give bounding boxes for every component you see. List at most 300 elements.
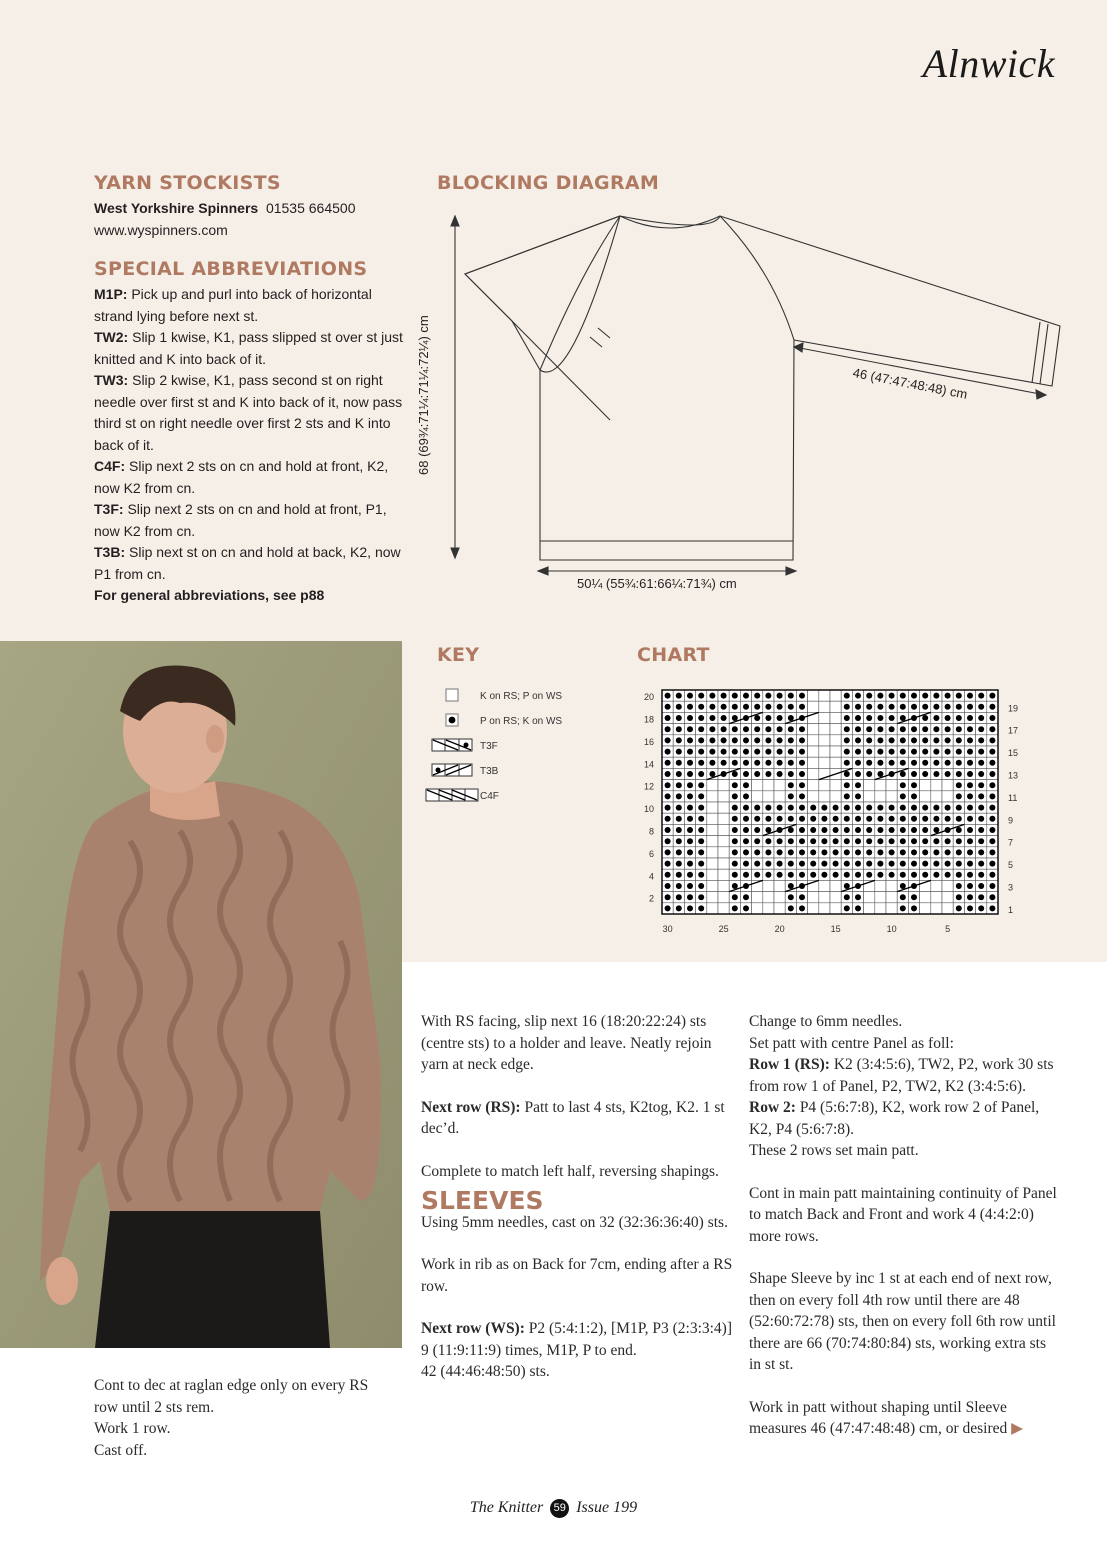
purl-dot: [765, 737, 771, 743]
t3f-icon: [424, 738, 480, 755]
purl-dot: [788, 816, 794, 822]
instruction-paragraph: 42 (44:46:48:50) sts.: [421, 1363, 550, 1380]
purl-dot: [765, 805, 771, 811]
purl-dot: [765, 861, 771, 867]
purl-dot: [922, 737, 928, 743]
chart-cell: [718, 892, 729, 903]
purl-dot: [911, 737, 917, 743]
purl-dot: [911, 782, 917, 788]
purl-dot: [855, 771, 861, 777]
purl-dot: [855, 872, 861, 878]
instruction-paragraph: These 2 rows set main patt.: [749, 1142, 919, 1159]
purl-dot: [698, 737, 704, 743]
purl-dot: [922, 715, 928, 721]
purl-dot: [698, 760, 704, 766]
purl-dot: [732, 849, 738, 855]
chart-cell: [718, 836, 729, 847]
chart-cell: [763, 892, 774, 903]
stockist-url[interactable]: www.wyspinners.com: [94, 221, 228, 238]
purl-dot: [765, 749, 771, 755]
cable-chart: [630, 684, 1030, 934]
chart-cell: [763, 780, 774, 791]
row-label: 17: [1008, 725, 1019, 736]
purl-dot: [911, 861, 917, 867]
purl-dot: [844, 805, 850, 811]
chart-cell: [931, 780, 942, 791]
purl-dot: [799, 827, 805, 833]
purl-dot: [978, 838, 984, 844]
purl-dot: [665, 749, 671, 755]
instruction-paragraph: Complete to match left half, reversing shapings.: [421, 1162, 719, 1180]
purl-dot: [676, 816, 682, 822]
stockist-phone: 01535 664500: [265, 200, 356, 216]
purl-dot: [855, 805, 861, 811]
purl-dot: [765, 849, 771, 855]
purl-dot: [698, 704, 704, 710]
purl-dot: [922, 838, 928, 844]
purl-dot: [866, 704, 872, 710]
purl-dot: [956, 827, 962, 833]
purl-dot: [743, 793, 749, 799]
purl-dot: [989, 838, 995, 844]
purl-dot: [989, 872, 995, 878]
purl-dot: [698, 715, 704, 721]
instruction-paragraph: Work in rib as on Back for 7cm, ending after a RS row.: [421, 1256, 733, 1295]
purl-dot: [989, 726, 995, 732]
abbreviation-item: C4F: Slip next 2 sts on cn and hold at front, K2, now K2 from cn.: [94, 458, 389, 496]
purl-dot: [788, 749, 794, 755]
purl-dot: [676, 905, 682, 911]
purl-dot: [978, 737, 984, 743]
purl-dot: [967, 737, 973, 743]
key-item: T3F: [424, 734, 614, 759]
instruction-paragraph: With RS facing, slip next 16 (18:20:22:24) sts (centre sts) to a holder and leave. Neatly rejoin yarn at neck edge.: [421, 1013, 712, 1073]
purl-dot: [877, 872, 883, 878]
chart-cell: [864, 892, 875, 903]
chart-cell: [864, 791, 875, 802]
purl-dot: [810, 816, 816, 822]
purl-dot: [900, 749, 906, 755]
purl-dot: [777, 715, 783, 721]
purl-dot: [821, 861, 827, 867]
purl-dot: [877, 838, 883, 844]
chart-cell: [830, 791, 841, 802]
purl-dot: [967, 749, 973, 755]
purl-dot: [978, 760, 984, 766]
chart-cell: [819, 701, 830, 712]
chart-cell: [830, 735, 841, 746]
purl-dot: [821, 827, 827, 833]
abbreviation-item: T3B: Slip next st on cn and hold at back, K2, now P1 from cn.: [94, 544, 401, 582]
row-label: 7: [1008, 837, 1014, 848]
purl-dot: [732, 771, 738, 777]
purl-dot: [877, 704, 883, 710]
purl-dot: [765, 715, 771, 721]
chart-cell: [808, 690, 819, 701]
purl-dot: [743, 849, 749, 855]
instructions-column-1: [421, 1011, 733, 1404]
chart-cell: [718, 802, 729, 813]
purl-dot: [732, 737, 738, 743]
instruction-paragraph: Row 2: P4 (5:6:7:8), K2, work row 2 of Panel, K2, P4 (5:6:7:8).: [749, 1099, 1040, 1138]
purl-dot: [978, 849, 984, 855]
instruction-paragraph: Change to 6mm needles.: [749, 1013, 903, 1030]
purl-dot: [777, 760, 783, 766]
purl-dot: [978, 805, 984, 811]
purl-dot: [956, 760, 962, 766]
purl-dot: [743, 704, 749, 710]
chart-cell: [808, 768, 819, 779]
row-label: 11: [1008, 792, 1018, 803]
purl-dot: [799, 793, 805, 799]
purl-dot: [945, 771, 951, 777]
purl-dot: [967, 805, 973, 811]
purl-dot: [765, 726, 771, 732]
purl-dot: [788, 726, 794, 732]
purl-dot: [978, 749, 984, 755]
purl-dot: [866, 861, 872, 867]
purl-dot: [866, 872, 872, 878]
purl-dot: [676, 861, 682, 867]
purl-dot: [743, 737, 749, 743]
purl-dot: [877, 726, 883, 732]
purl-dot: [777, 726, 783, 732]
chart-cell: [718, 903, 729, 914]
purl-dot: [844, 905, 850, 911]
purl-dot: [911, 760, 917, 766]
row-label: 5: [1008, 860, 1014, 871]
purl-dot: [945, 805, 951, 811]
chart-cell: [707, 892, 718, 903]
row-label: 8: [648, 826, 654, 837]
purl-dot: [866, 715, 872, 721]
purl-dot: [765, 827, 771, 833]
purl-dot: [743, 872, 749, 878]
purl-dot: [989, 704, 995, 710]
chart-cell: [830, 892, 841, 903]
column-label: 10: [886, 924, 897, 934]
purl-dot: [698, 816, 704, 822]
row-label: 3: [1008, 882, 1014, 893]
chart-cell: [763, 880, 774, 891]
purl-dot: [989, 805, 995, 811]
c4f-icon: [424, 788, 480, 805]
chart-cell: [707, 802, 718, 813]
purl-dot: [665, 838, 671, 844]
chart-cell: [886, 903, 897, 914]
purl-dot: [978, 771, 984, 777]
chart-heading: CHART: [637, 644, 710, 666]
purl-dot: [933, 760, 939, 766]
purl-dot: [743, 838, 749, 844]
purl-dot: [844, 861, 850, 867]
purl-dot: [799, 782, 805, 788]
chart-cell: [774, 791, 785, 802]
purl-dot: [732, 749, 738, 755]
purl-dot: [788, 760, 794, 766]
purl-dot: [821, 849, 827, 855]
purl-dot: [754, 715, 760, 721]
purl-dot: [956, 693, 962, 699]
column-label: 25: [718, 924, 729, 934]
instruction-line: Work 1 row.: [94, 1420, 171, 1437]
purl-dot: [855, 827, 861, 833]
abbreviation-item: M1P: Pick up and purl into back of horizontal strand lying before next st.: [94, 286, 372, 324]
chart-cell: [718, 880, 729, 891]
purl-dot: [967, 894, 973, 900]
purl-dot: [866, 737, 872, 743]
purl-dot: [777, 805, 783, 811]
purl-dot: [799, 849, 805, 855]
purl-dot: [698, 726, 704, 732]
magazine-name: The Knitter: [469, 1499, 544, 1517]
purl-dot: [754, 816, 760, 822]
chart-cell: [718, 780, 729, 791]
purl-dot: [743, 894, 749, 900]
purl-dot: [665, 905, 671, 911]
instruction-paragraph: Set patt with centre Panel as foll:: [749, 1034, 954, 1052]
purl-dot: [754, 849, 760, 855]
purl-dot: [833, 827, 839, 833]
purl-dot: [721, 737, 727, 743]
chart-cell: [886, 880, 897, 891]
purl-dot: [956, 838, 962, 844]
chart-cell: [931, 880, 942, 891]
purl-dot: [877, 693, 883, 699]
purl-dot: [877, 861, 883, 867]
purl-dot: [777, 749, 783, 755]
purl-dot: [956, 805, 962, 811]
purl-dot: [877, 715, 883, 721]
row-label: 18: [643, 714, 654, 725]
instructions-column-2: [749, 1011, 1061, 1461]
row-label: 9: [1008, 815, 1014, 826]
abbreviation-list: [94, 284, 404, 607]
purl-dot: [889, 715, 895, 721]
purl-dot: [743, 861, 749, 867]
purl-dot: [676, 827, 682, 833]
purl-dot: [709, 704, 715, 710]
purl-dot: [900, 726, 906, 732]
chart-cell: [707, 824, 718, 835]
purl-dot: [866, 816, 872, 822]
purl-dot: [956, 883, 962, 889]
chart-cell: [819, 892, 830, 903]
purl-dot: [799, 760, 805, 766]
purl-dot: [855, 782, 861, 788]
footer-panel: [0, 1482, 1107, 1567]
purl-dot: [732, 872, 738, 878]
purl-dot: [911, 816, 917, 822]
chart-cell: [920, 903, 931, 914]
purl-dot: [665, 827, 671, 833]
purl-dot: [900, 760, 906, 766]
chart-cell: [718, 813, 729, 824]
purl-dot: [833, 805, 839, 811]
purl-dot: [900, 693, 906, 699]
purl-dot: [855, 704, 861, 710]
chart-cell: [808, 892, 819, 903]
purl-dot: [687, 782, 693, 788]
purl-dot: [889, 805, 895, 811]
chart-cell: [819, 903, 830, 914]
purl-dot: [732, 793, 738, 799]
row-label: 14: [643, 759, 654, 770]
purl-dot: [732, 726, 738, 732]
instruction-line: Cont to dec at raglan edge only on every RS row until 2 sts rem.: [94, 1377, 369, 1416]
purl-dot: [687, 805, 693, 811]
purl-dot: [989, 905, 995, 911]
chart-cell: [718, 824, 729, 835]
chart-cell: [920, 892, 931, 903]
purl-dot: [967, 726, 973, 732]
purl-dot: [933, 827, 939, 833]
purl-dot: [967, 782, 973, 788]
chart-cell: [830, 690, 841, 701]
purl-dot: [922, 693, 928, 699]
purl-dot: [777, 737, 783, 743]
purl-dot: [989, 816, 995, 822]
instruction-line: Cast off.: [94, 1441, 148, 1459]
blocking-diagram-heading: BLOCKING DIAGRAM: [437, 172, 660, 194]
purl-dot: [765, 838, 771, 844]
abbreviation-item: TW2: Slip 1 kwise, K1, pass slipped st over st just knitted and K into back of it.: [94, 329, 403, 367]
purl-dot: [754, 693, 760, 699]
chart-cell: [875, 780, 886, 791]
purl-dot: [989, 737, 995, 743]
purl-dot: [698, 849, 704, 855]
purl-dot: [754, 872, 760, 878]
chart-cell: [707, 791, 718, 802]
chart-cell: [707, 880, 718, 891]
chart-cell: [707, 869, 718, 880]
purl-dot: [945, 849, 951, 855]
purl-dot: [665, 849, 671, 855]
chart-cell: [808, 791, 819, 802]
purl-dot: [945, 726, 951, 732]
purl-dot: [978, 816, 984, 822]
purl-dot: [721, 726, 727, 732]
purl-dot: [844, 816, 850, 822]
purl-dot: [709, 771, 715, 777]
purl-dot: [933, 726, 939, 732]
sleeve-measurement: 46 (47:47:48:48) cm: [851, 364, 969, 402]
purl-dot: [709, 715, 715, 721]
purl-dot: [665, 805, 671, 811]
abbreviations-section: [94, 258, 404, 607]
purl-dot: [855, 749, 861, 755]
chart-cell: [707, 780, 718, 791]
purl-dot: [765, 771, 771, 777]
purl-dot: [676, 704, 682, 710]
purl-dot: [956, 771, 962, 777]
purl-dot: [967, 905, 973, 911]
purl-dot: [810, 827, 816, 833]
row-label: 19: [1008, 703, 1019, 714]
purl-dot: [978, 894, 984, 900]
chart-cell: [819, 791, 830, 802]
purl-dot: [956, 849, 962, 855]
purl-dot: [967, 827, 973, 833]
purl-dot: [889, 872, 895, 878]
purl-dot: [900, 827, 906, 833]
chart-cell: [931, 791, 942, 802]
purl-dot: [743, 805, 749, 811]
purl-dot: [933, 715, 939, 721]
purl-dot: [687, 771, 693, 777]
purl-dot: [743, 749, 749, 755]
purl-dot: [911, 704, 917, 710]
purl-dot: [877, 816, 883, 822]
purl-dot: [665, 726, 671, 732]
purl-dot: [945, 861, 951, 867]
chart-cell: [875, 903, 886, 914]
chart-cell: [808, 780, 819, 791]
chart-cell: [830, 701, 841, 712]
purl-dot: [933, 849, 939, 855]
purl-dot: [743, 782, 749, 788]
purl-dot: [967, 849, 973, 855]
sleeves-heading: SLEEVES: [421, 1186, 544, 1215]
chart-cell: [942, 880, 953, 891]
purl-dot: [665, 872, 671, 878]
purl-dot: [900, 771, 906, 777]
purl-dot: [676, 793, 682, 799]
purl-dot: [810, 849, 816, 855]
purl-dot: [698, 749, 704, 755]
purl-dot: [900, 782, 906, 788]
chart-cell: [942, 892, 953, 903]
bottom-left-text: [94, 1375, 394, 1461]
purl-dot: [676, 771, 682, 777]
stockist-name: West Yorkshire Spinners: [94, 200, 259, 216]
purl-dot: [877, 760, 883, 766]
purl-dot: [788, 849, 794, 855]
purl-dot: [911, 771, 917, 777]
purl-dot: [844, 872, 850, 878]
purl-dot: [900, 816, 906, 822]
purl-dot: [788, 883, 794, 889]
chart-cell: [808, 903, 819, 914]
chart-cell: [718, 847, 729, 858]
purl-dot: [967, 760, 973, 766]
purl-dot: [956, 737, 962, 743]
purl-dot: [765, 704, 771, 710]
purl-dot: [687, 827, 693, 833]
purl-dot: [945, 749, 951, 755]
row-label: 10: [643, 804, 654, 815]
chart-cell: [864, 903, 875, 914]
purl-dot: [967, 704, 973, 710]
purl-dot: [743, 760, 749, 766]
chart-cell: [942, 780, 953, 791]
purl-dot: [687, 861, 693, 867]
purl-dot: [676, 894, 682, 900]
purl-dot: [687, 704, 693, 710]
purl-dot: [967, 771, 973, 777]
purl-dot: [922, 872, 928, 878]
purl-dot: [945, 704, 951, 710]
purl-dot: [721, 715, 727, 721]
purl-dot: [687, 905, 693, 911]
chart-cell: [830, 724, 841, 735]
purl-dot: [967, 872, 973, 878]
purl-dot: [721, 760, 727, 766]
purl-dot: [956, 861, 962, 867]
purl-dot: [967, 861, 973, 867]
purl-dot: [754, 749, 760, 755]
chart-cell: [886, 892, 897, 903]
